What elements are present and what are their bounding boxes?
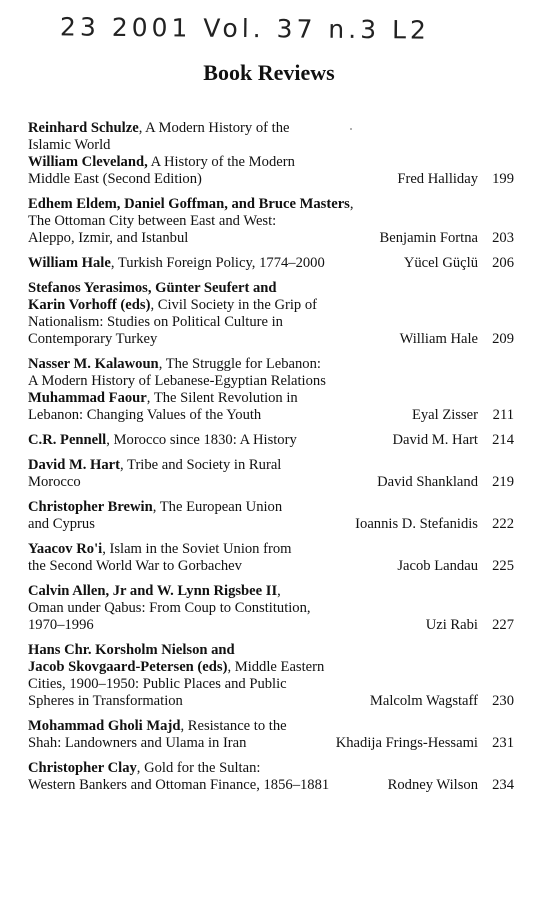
page-number: 227	[492, 617, 514, 633]
book-text: ,	[277, 583, 281, 599]
author-name: C.R. Pennell	[28, 432, 107, 448]
reviewer-name: Eyal Zisser	[411, 407, 478, 423]
book-text: , Civil Society in the Grip of	[150, 297, 318, 313]
book-text: Spheres in Transformation	[28, 693, 183, 709]
author-name: Muhammad Faour	[28, 390, 147, 406]
reviewer-credit	[397, 558, 514, 575]
book-text: and Cyprus	[28, 516, 95, 532]
review-entry	[28, 432, 514, 449]
author-name: David M. Hart	[28, 457, 121, 473]
author-name: Nasser M. Kalawoun	[28, 356, 159, 372]
reviewer-credit	[370, 693, 514, 710]
page-number: 231	[492, 735, 514, 751]
review-list	[28, 120, 514, 802]
review-entry	[28, 760, 514, 794]
entry-line	[28, 120, 514, 137]
book-text: Nationalism: Studies on Political Culture in	[28, 314, 283, 330]
book-text: Lebanon: Changing Values of the Youth	[28, 407, 262, 423]
reviewer-credit	[380, 230, 515, 247]
author-name: Yaacov Ro'i	[28, 541, 103, 557]
review-entry	[28, 583, 514, 634]
reviewer-name: Yücel Güçlü	[403, 255, 478, 271]
book-text: , Resistance to the	[180, 718, 287, 734]
page-number: 222	[492, 516, 514, 532]
book-text: , The Struggle for Lebanon:	[158, 356, 321, 372]
author-name: Mohammad Gholi Majd	[28, 718, 181, 734]
review-entry	[28, 356, 514, 424]
handwritten-annotation: 23 2001 Vol. 37 n.3 L2	[59, 12, 430, 45]
review-entry	[28, 120, 514, 188]
page-number: 209	[492, 331, 514, 347]
book-text: , A Modern History of the	[138, 120, 290, 136]
book-text: , Middle Eastern	[227, 659, 325, 675]
review-entry	[28, 280, 514, 348]
review-entry	[28, 196, 514, 247]
author-name: Reinhard Schulze	[28, 120, 139, 136]
entry-line	[28, 314, 514, 331]
entry-line	[28, 583, 514, 600]
reviewer-name: Khadija Frings-Hessami	[335, 735, 478, 751]
entry-line	[28, 297, 514, 314]
book-text: 1970–1996	[28, 617, 94, 633]
book-text: The Ottoman City between East and West:	[28, 213, 277, 229]
reviewer-credit	[336, 735, 514, 752]
entry-line	[28, 213, 514, 230]
entry-line	[28, 196, 514, 213]
reviewer-name: David M. Hart	[392, 432, 478, 448]
reviewer-name: Ioannis D. Stefanidis	[355, 516, 478, 532]
author-name: William Hale	[28, 255, 111, 271]
entry-line	[28, 600, 514, 617]
book-text: ,	[349, 196, 354, 212]
entry-line	[28, 373, 514, 390]
page-number: 214	[492, 432, 514, 448]
reviewer-credit	[355, 516, 514, 533]
page-number: 234	[492, 777, 514, 793]
book-text: , Turkish Foreign Policy, 1774–2000	[110, 255, 325, 271]
entry-line	[28, 457, 514, 474]
entry-line	[28, 390, 514, 407]
entry-line	[28, 676, 514, 693]
reviewer-credit	[400, 331, 514, 348]
page-number: 230	[492, 693, 514, 709]
book-text: Middle East (Second Edition)	[28, 171, 202, 187]
reviewer-name: Fred Halliday	[397, 171, 478, 187]
entry-line	[28, 760, 514, 777]
reviewer-credit	[426, 617, 514, 634]
entry-line	[28, 718, 514, 735]
book-text: Oman under Qabus: From Coup to Constitution,	[28, 600, 311, 616]
reviewer-name: David Shankland	[377, 474, 478, 490]
book-text: Morocco	[28, 474, 81, 490]
author-name: Stefanos Yerasimos, Günter Seufert and	[28, 280, 277, 296]
book-text: , The European Union	[152, 499, 283, 515]
reviewer-name: Uzi Rabi	[425, 617, 478, 633]
page-number: 203	[492, 230, 514, 246]
book-text: , Gold for the Sultan:	[136, 760, 261, 776]
author-name: Jacob Skovgaard-Petersen (eds)	[28, 659, 228, 675]
entry-line	[28, 499, 514, 516]
page-number: 219	[492, 474, 514, 490]
book-text: A History of the Modern	[147, 154, 295, 170]
entry-line	[28, 642, 514, 659]
reviewer-name: William Hale	[399, 331, 478, 347]
author-name: Christopher Brewin	[28, 499, 153, 515]
reviewer-name: Benjamin Fortna	[379, 230, 478, 246]
book-text: Islamic World	[28, 137, 111, 153]
reviewer-name: Malcolm Wagstaff	[369, 693, 478, 709]
book-text: the Second World War to Gorbachev	[28, 558, 242, 574]
author-name: Christopher Clay	[28, 760, 137, 776]
reviewer-credit	[388, 777, 514, 794]
review-entry	[28, 499, 514, 533]
page-number: 199	[492, 171, 514, 187]
page-title: Book Reviews	[203, 60, 335, 85]
review-entry	[28, 541, 514, 575]
author-name: Edhem Eldem, Daniel Goffman, and Bruce Masters	[28, 196, 350, 212]
review-entry	[28, 718, 514, 752]
page-number: 206	[492, 255, 514, 271]
review-entry	[28, 255, 514, 272]
book-text: , Islam in the Soviet Union from	[102, 541, 292, 557]
author-name: William Cleveland,	[28, 154, 148, 170]
book-text: , The Silent Revolution in	[146, 390, 298, 406]
reviewer-credit	[392, 432, 514, 449]
entry-line	[28, 659, 514, 676]
reviewer-name: Jacob Landau	[397, 558, 478, 574]
book-text: Shah: Landowners and Ulama in Iran	[28, 735, 247, 751]
reviewer-name: Rodney Wilson	[387, 777, 478, 793]
author-name: Calvin Allen, Jr and W. Lynn Rigsbee II	[28, 583, 278, 599]
author-name: Hans Chr. Korsholm Nielson and	[28, 642, 235, 658]
page-number: 211	[492, 407, 514, 423]
book-text: , Tribe and Society in Rural	[120, 457, 282, 473]
entry-line	[28, 280, 514, 297]
review-entry	[28, 642, 514, 710]
reviewer-credit	[377, 474, 514, 491]
author-name: Karin Vorhoff (eds)	[28, 297, 151, 313]
book-text: A Modern History of Lebanese-Egyptian Relations	[28, 373, 326, 389]
reviewer-credit	[404, 255, 514, 272]
book-text: Contemporary Turkey	[28, 331, 158, 347]
reviewer-credit	[412, 407, 514, 424]
entry-line	[28, 356, 514, 373]
reviewer-credit	[397, 171, 514, 188]
book-text: Aleppo, Izmir, and Istanbul	[28, 230, 189, 246]
book-text: Cities, 1900–1950: Public Places and Public	[28, 676, 287, 692]
review-entry	[28, 457, 514, 491]
book-text: Western Bankers and Ottoman Finance, 1856–1881	[28, 777, 330, 793]
page-number: 225	[492, 558, 514, 574]
entry-line	[28, 137, 514, 154]
book-text: , Morocco since 1830: A History	[106, 432, 297, 448]
entry-line	[28, 154, 514, 171]
entry-line	[28, 541, 514, 558]
